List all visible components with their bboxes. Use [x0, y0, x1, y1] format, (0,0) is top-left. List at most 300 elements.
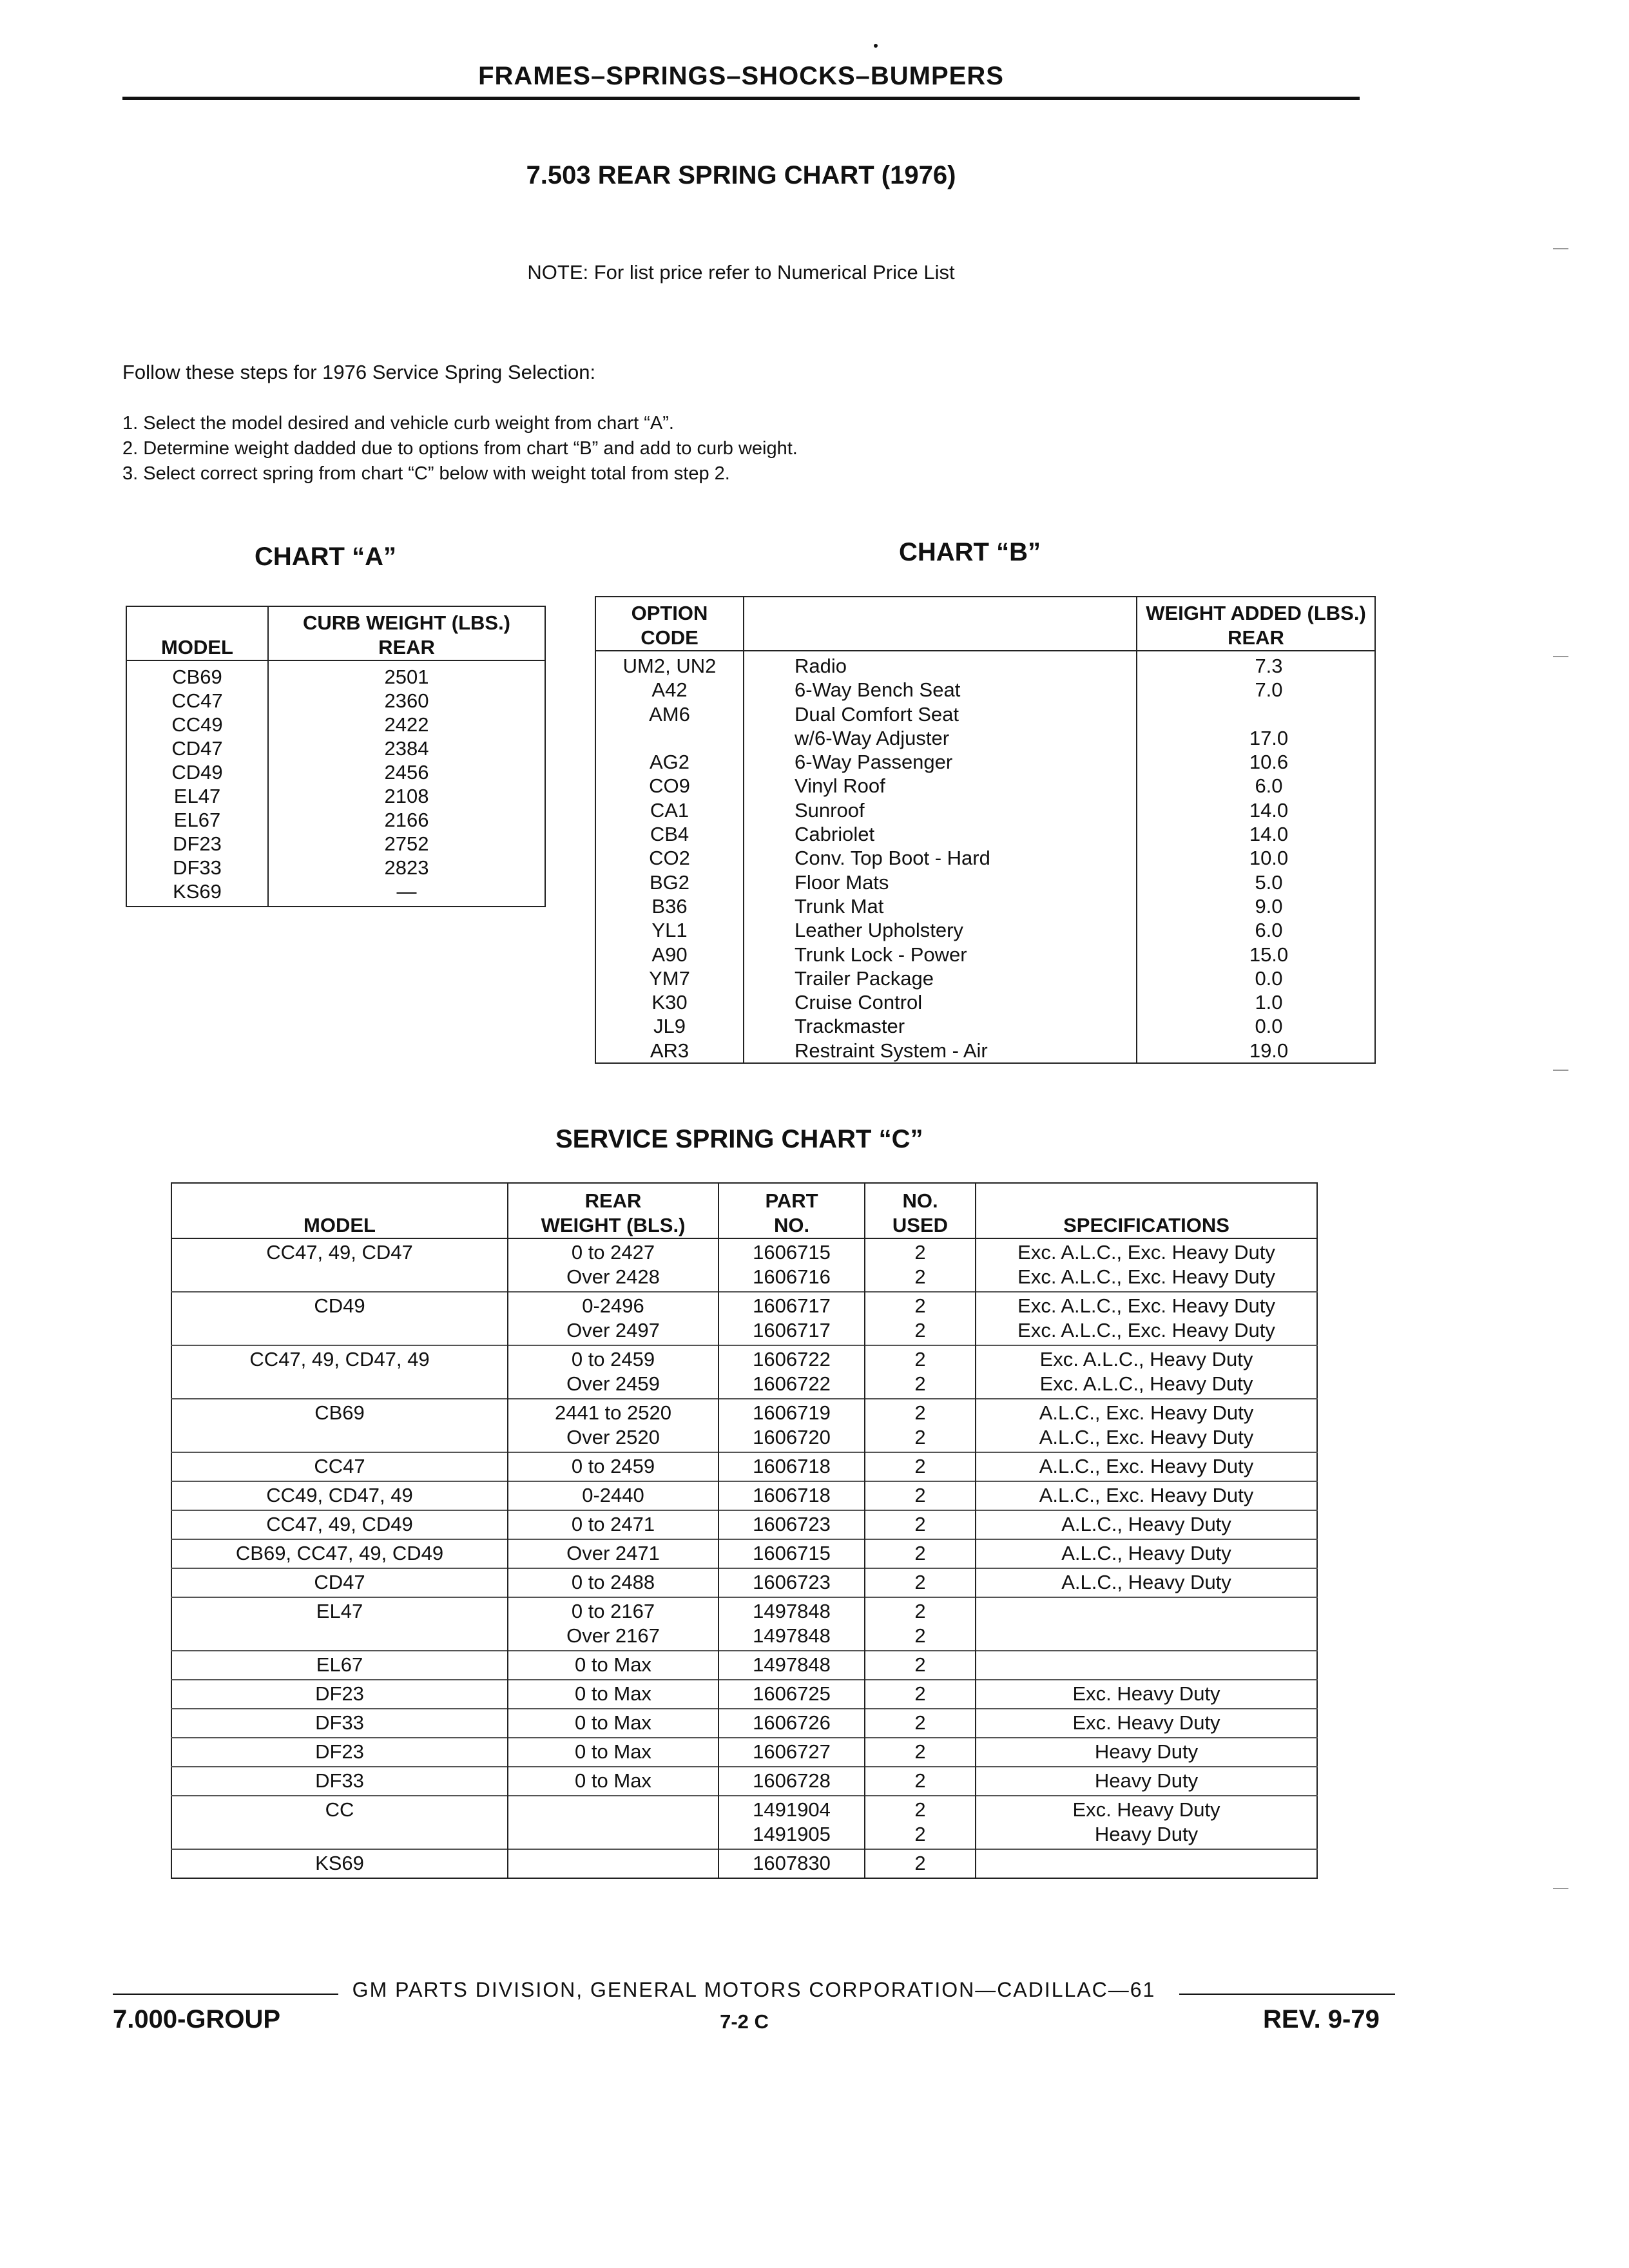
chart-b-row — [595, 702, 1375, 726]
chart-c-model-cell: CB69 — [171, 1399, 508, 1452]
chart-a-rear-label: REAR — [378, 636, 435, 658]
chart-c-part-cell: 1606716 — [753, 1265, 831, 1288]
chart-b-row — [595, 870, 1375, 894]
price-note: NOTE: For list price refer to Numerical Price List — [527, 261, 955, 284]
chart-c-part-cell: 1606718 — [753, 1455, 831, 1477]
chart-c-spec-cell-group — [976, 1539, 1317, 1568]
chart-c-used-cell-group — [865, 1399, 976, 1452]
chart-a-model-cell: CC47 — [126, 689, 268, 713]
chart-c-weight-cell: Over 2497 — [566, 1319, 660, 1341]
chart-c-row — [171, 1849, 1317, 1878]
chart-c-used-cell: 2 — [914, 1711, 926, 1734]
chart-a-weight-cell: 2360 — [384, 689, 429, 712]
chart-c-spec-cell: Exc. A.L.C., Exc. Heavy Duty — [1017, 1319, 1275, 1341]
chart-c-used-cell: 2 — [914, 1484, 926, 1506]
chart-c-part-cell-group — [718, 1796, 865, 1849]
chart-b-desc-cell: 6-Way Bench Seat — [744, 678, 1137, 702]
chart-c-used-cell: 2 — [914, 1348, 926, 1370]
chart-c-spec-cell: Heavy Duty — [1094, 1769, 1199, 1792]
chart-c-weight-cell: 0-2496 — [582, 1294, 644, 1317]
chart-a-label: CHART “A” — [255, 543, 396, 571]
chart-c-used-cell-group — [865, 1292, 976, 1345]
chart-b-row — [595, 943, 1375, 966]
chart-c-model-cell: DF33 — [171, 1709, 508, 1738]
chart-c-model-cell: EL47 — [171, 1597, 508, 1651]
chart-b-code-cell: UM2, UN2 — [595, 651, 744, 678]
chart-c-used-cell: 2 — [914, 1542, 926, 1564]
chart-a-row — [126, 808, 545, 832]
chart-b-row — [595, 774, 1375, 798]
chart-c-row — [171, 1292, 1317, 1345]
chart-c-spec-cell: Exc. Heavy Duty — [1072, 1682, 1220, 1705]
chart-c-row — [171, 1399, 1317, 1452]
chart-a-weight-cell: 2166 — [384, 809, 429, 831]
chart-c-used-cell-group — [865, 1539, 976, 1568]
chart-a-weight-header — [268, 606, 545, 660]
chart-a-weight-cell: 2456 — [384, 761, 429, 783]
chart-b-code-cell: CO2 — [595, 846, 744, 870]
chart-c-used-cell-group — [865, 1597, 976, 1651]
chart-c-part-cell: 1497848 — [753, 1653, 831, 1676]
chart-c-spec-cell: Exc. A.L.C., Heavy Duty — [1039, 1348, 1253, 1370]
chart-b-row — [595, 894, 1375, 918]
chart-c-used-cell-group — [865, 1767, 976, 1796]
intro-text: Follow these steps for 1976 Service Spring Selection: — [122, 361, 596, 383]
chart-a-model-cell: KS69 — [126, 879, 268, 907]
chart-c-used-cell: 2 — [914, 1294, 926, 1317]
footer-group: 7.000-GROUP — [113, 2005, 281, 2033]
chart-a-weight-cell: 2823 — [384, 856, 429, 879]
chart-c-row — [171, 1597, 1317, 1651]
chart-a-row — [126, 736, 545, 760]
chart-c-part-cell-group — [718, 1568, 865, 1597]
chart-c-model-cell: DF33 — [171, 1767, 508, 1796]
chart-c-model-cell: CD49 — [171, 1292, 508, 1345]
chart-a-model-cell: CD47 — [126, 736, 268, 760]
footer-division: GM PARTS DIVISION, GENERAL MOTORS CORPORATION—CADILLAC—61 — [352, 1978, 1156, 2001]
chart-c-weight-cell-group — [508, 1767, 718, 1796]
chart-c-used-cell-group — [865, 1568, 976, 1597]
chart-b-row — [595, 918, 1375, 942]
chart-b-code-cell — [595, 726, 744, 750]
chart-c-weight-cell: 0 to 2471 — [571, 1513, 655, 1535]
chart-c-used-cell-group — [865, 1510, 976, 1539]
chart-c-used-cell: 2 — [914, 1513, 926, 1535]
chart-c-used-cell: 2 — [914, 1265, 926, 1288]
chart-c-spec-cell — [976, 1599, 1316, 1624]
chart-c-used-cell: 2 — [914, 1740, 926, 1763]
chart-c-used-cell-group — [865, 1651, 976, 1680]
chart-c-no-top-label: NO. — [902, 1189, 938, 1212]
chart-c-spec-cell-group — [976, 1709, 1317, 1738]
chart-b-desc-cell: Leather Upholstery — [744, 918, 1137, 942]
chart-c-used-cell: 2 — [914, 1319, 926, 1341]
chart-c-part-cell-group — [718, 1510, 865, 1539]
chart-c-part-cell: 1606728 — [753, 1769, 831, 1792]
chart-c-row — [171, 1238, 1317, 1292]
chart-c-weight-cell: 0 to 2427 — [571, 1241, 655, 1264]
chart-b-row — [595, 678, 1375, 702]
steps-list — [122, 411, 798, 486]
chart-b-weight-cell: 6.0 — [1255, 774, 1283, 798]
chart-b-code-cell: BG2 — [595, 870, 744, 894]
footer-revision: REV. 9-79 — [1263, 2005, 1380, 2033]
chart-a-row — [126, 689, 545, 713]
chart-b-rear-label: REAR — [1228, 626, 1284, 649]
chart-c-model-cell: CC49, CD47, 49 — [171, 1481, 508, 1510]
chart-b-weight-cell: 10.6 — [1249, 751, 1289, 774]
chart-a-row — [126, 660, 545, 689]
chart-c-weight-cell-group — [508, 1651, 718, 1680]
chart-b-code-cell: K30 — [595, 990, 744, 1014]
chart-c-weight-cell-group — [508, 1510, 718, 1539]
chart-c-row — [171, 1738, 1317, 1767]
chart-c-used-label: USED — [892, 1214, 949, 1236]
chart-c-spec-cell: Heavy Duty — [1094, 1823, 1199, 1845]
chart-c-weight-header — [508, 1183, 718, 1238]
chart-a-model-cell: DF33 — [126, 856, 268, 879]
chart-c-part-cell: 1606727 — [753, 1740, 831, 1763]
chart-c-row — [171, 1796, 1317, 1849]
chart-c-part-cell: 1491905 — [753, 1823, 831, 1845]
chart-c-part-cell: 1606715 — [753, 1542, 831, 1564]
chart-b-weight-cell: 0.0 — [1255, 966, 1283, 990]
chart-c-row — [171, 1510, 1317, 1539]
chart-c-row — [171, 1568, 1317, 1597]
chart-c-model-cell: CC47 — [171, 1452, 508, 1481]
chart-c-used-cell-group — [865, 1796, 976, 1849]
chart-c-weight-cell: Over 2428 — [566, 1265, 660, 1288]
step-item: 3. Select correct spring from chart “C” below with weight total from step 2. — [122, 463, 730, 484]
chart-a-row — [126, 784, 545, 808]
chart-c-spec-cell-group — [976, 1292, 1317, 1345]
chart-c-used-header — [865, 1183, 976, 1238]
chart-c-part-cell-group — [718, 1292, 865, 1345]
chart-c-spec-cell: A.L.C., Exc. Heavy Duty — [1039, 1484, 1254, 1506]
chart-c-part-cell: 1491904 — [753, 1798, 831, 1821]
chart-b-weight-cell: 0.0 — [1255, 1015, 1283, 1038]
chart-c-weight-cell: Over 2471 — [566, 1542, 660, 1564]
header-dot — [874, 44, 878, 48]
chart-c-weight-cell-group — [508, 1709, 718, 1738]
chart-b-weight-header — [1137, 597, 1375, 651]
chart-c-used-cell: 2 — [914, 1798, 926, 1821]
chart-b-code-label: CODE — [641, 626, 699, 649]
margin-mark — [1553, 1888, 1568, 1889]
chart-b-row — [595, 966, 1375, 990]
chart-c-model-cell: KS69 — [171, 1849, 508, 1878]
chart-c-part-cell: 1606722 — [753, 1348, 831, 1370]
chart-c-model-header — [171, 1183, 508, 1238]
chart-c-used-cell: 2 — [914, 1571, 926, 1593]
chart-b-desc-cell: Radio — [744, 651, 1137, 678]
chart-a-weight-cell: 2108 — [384, 785, 429, 807]
chart-c-spec-cell — [976, 1624, 1316, 1648]
chart-c-used-cell: 2 — [914, 1401, 926, 1424]
chart-c-weight-label: WEIGHT (BLS.) — [541, 1214, 686, 1236]
chart-b-code-cell: AR3 — [595, 1039, 744, 1063]
chart-c-spec-cell-group — [976, 1849, 1317, 1878]
chart-b-code-cell: CO9 — [595, 774, 744, 798]
chart-c-model-cell: EL67 — [171, 1651, 508, 1680]
chart-c-weight-cell: 0 to 2459 — [571, 1455, 655, 1477]
chart-b-label: CHART “B” — [899, 538, 1041, 566]
chart-c-weight-cell: 2441 to 2520 — [554, 1401, 671, 1424]
chart-c-spec-cell: A.L.C., Exc. Heavy Duty — [1039, 1455, 1254, 1477]
chart-c-spec-cell: Exc. Heavy Duty — [1072, 1798, 1220, 1821]
chart-c-part-cell-group — [718, 1452, 865, 1481]
chart-c-label: SERVICE SPRING CHART “C” — [555, 1125, 923, 1153]
page-title: 7.503 REAR SPRING CHART (1976) — [526, 161, 956, 189]
chart-a-row — [126, 713, 545, 736]
chart-c-weight-cell: 0 to Max — [575, 1682, 651, 1705]
chart-b-weight-cell: 17.0 — [1249, 726, 1289, 749]
chart-b-option-label: OPTION — [631, 602, 708, 624]
chart-b-code-cell: YL1 — [595, 918, 744, 942]
chart-c-spec-cell: Exc. A.L.C., Exc. Heavy Duty — [1017, 1265, 1275, 1288]
chart-b-weight-cell: 14.0 — [1249, 823, 1289, 846]
chart-c-weight-cell-group — [508, 1597, 718, 1651]
chart-c-spec-cell: Exc. A.L.C., Exc. Heavy Duty — [1017, 1241, 1275, 1264]
chart-c-weight-cell-group — [508, 1796, 718, 1849]
chart-c-spec-cell-group — [976, 1597, 1317, 1651]
chart-c-used-cell: 2 — [914, 1852, 926, 1874]
chart-c-used-cell-group — [865, 1849, 976, 1878]
chart-c-weight-cell — [508, 1822, 718, 1847]
chart-a-weight-cell: 2384 — [384, 737, 429, 760]
chart-b-desc-cell: Trackmaster — [744, 1014, 1137, 1038]
chart-c-spec-cell: Heavy Duty — [1094, 1740, 1199, 1763]
chart-c-used-cell: 2 — [914, 1682, 926, 1705]
chart-b-row — [595, 822, 1375, 846]
chart-c-spec-cell: A.L.C., Heavy Duty — [1061, 1571, 1231, 1593]
footer-page-number: 7-2 C — [720, 2010, 769, 2033]
chart-c-model-cell: CC47, 49, CD47 — [171, 1238, 508, 1292]
chart-c-weight-cell-group — [508, 1680, 718, 1709]
chart-a-model-cell: CC49 — [126, 713, 268, 736]
chart-c-spec-cell-group — [976, 1510, 1317, 1539]
chart-c-weight-cell-group — [508, 1539, 718, 1568]
chart-b-desc-cell: w/6-Way Adjuster — [744, 726, 1137, 750]
chart-b-weight-cell: 14.0 — [1249, 798, 1289, 822]
chart-b-code-cell: CA1 — [595, 798, 744, 822]
chart-c-used-cell: 2 — [914, 1241, 926, 1264]
chart-b-row — [595, 726, 1375, 750]
chart-c-weight-cell: 0 to Max — [575, 1653, 651, 1676]
chart-c-specs-header — [976, 1183, 1317, 1238]
chart-c-used-cell: 2 — [914, 1372, 926, 1395]
chart-c-part-cell: 1606719 — [753, 1401, 831, 1424]
chart-c-part-cell: 1606718 — [753, 1484, 831, 1506]
chart-c-part-cell: 1606725 — [753, 1682, 831, 1705]
chart-b-desc-cell: Floor Mats — [744, 870, 1137, 894]
chart-b-code-cell: YM7 — [595, 966, 744, 990]
chart-a-model-header-label: MODEL — [161, 636, 233, 658]
chart-a-weight-cell: — — [396, 880, 417, 903]
chart-c-used-cell-group — [865, 1709, 976, 1738]
chart-c-weight-cell: 0 to Max — [575, 1711, 651, 1734]
margin-mark — [1553, 1070, 1568, 1071]
chart-c-part-cell-group — [718, 1345, 865, 1399]
chart-b-code-cell: AM6 — [595, 702, 744, 726]
header-rule — [122, 97, 1360, 100]
chart-c-weight-cell-group — [508, 1399, 718, 1452]
chart-c-part-cell-group — [718, 1651, 865, 1680]
chart-c-model-label: MODEL — [304, 1214, 376, 1236]
chart-c-model-cell: DF23 — [171, 1680, 508, 1709]
chart-c-weight-cell-group — [508, 1568, 718, 1597]
margin-mark — [1553, 656, 1568, 657]
chart-c-model-cell: CC — [171, 1796, 508, 1849]
chart-c-specs-label: SPECIFICATIONS — [1063, 1214, 1229, 1236]
chart-c-part-cell-group — [718, 1738, 865, 1767]
chart-b-weight-cell: 19.0 — [1249, 1039, 1289, 1062]
chart-a-row — [126, 856, 545, 879]
chart-c-used-cell: 2 — [914, 1426, 926, 1448]
chart-b-weight-added-label: WEIGHT ADDED (LBS.) — [1146, 602, 1366, 624]
chart-b-weight-cell: 7.3 — [1255, 655, 1283, 677]
chart-c-used-cell: 2 — [914, 1653, 926, 1676]
chart-b-weight-cell: 6.0 — [1255, 919, 1283, 942]
chart-b-weight-cell: 5.0 — [1255, 870, 1283, 894]
chart-c-spec-cell-group — [976, 1238, 1317, 1292]
chart-c-row — [171, 1539, 1317, 1568]
chart-c-part-cell-group — [718, 1767, 865, 1796]
chart-c-spec-cell: Exc. Heavy Duty — [1072, 1711, 1220, 1734]
chart-c-used-cell-group — [865, 1680, 976, 1709]
chart-c-row — [171, 1345, 1317, 1399]
chart-c-spec-cell: Exc. A.L.C., Heavy Duty — [1039, 1372, 1253, 1395]
chart-c-spec-cell-group — [976, 1345, 1317, 1399]
chart-c-part-cell: 1606717 — [753, 1319, 831, 1341]
chart-b-row — [595, 750, 1375, 774]
chart-c-weight-cell: 0 to Max — [575, 1740, 651, 1763]
chart-c-part-cell-group — [718, 1238, 865, 1292]
chart-b-row — [595, 990, 1375, 1014]
chart-b-code-header — [595, 597, 744, 651]
chart-b-desc-cell: Trunk Lock - Power — [744, 943, 1137, 966]
chart-b-weight-cell: 10.0 — [1249, 847, 1289, 870]
chart-b-desc-cell: 6-Way Passenger — [744, 750, 1137, 774]
chart-c-weight-cell-group — [508, 1452, 718, 1481]
chart-c-part-header — [718, 1183, 865, 1238]
chart-a-row — [126, 832, 545, 856]
chart-c-spec-cell — [976, 1653, 1316, 1677]
chart-c-part-cell-group — [718, 1597, 865, 1651]
chart-c-weight-cell-group — [508, 1849, 718, 1878]
chart-c-part-cell-group — [718, 1481, 865, 1510]
chart-c-no-label: NO. — [773, 1214, 810, 1236]
chart-c-used-cell-group — [865, 1238, 976, 1292]
chart-c-spec-cell-group — [976, 1680, 1317, 1709]
chart-c-weight-cell: 0 to 2459 — [571, 1348, 655, 1370]
chart-a-body — [126, 660, 545, 907]
chart-c-part-cell-group — [718, 1849, 865, 1878]
chart-c-part-cell: 1606722 — [753, 1372, 831, 1395]
chart-c-used-cell: 2 — [914, 1600, 926, 1622]
chart-c-used-cell: 2 — [914, 1624, 926, 1647]
chart-c-weight-cell: Over 2520 — [566, 1426, 660, 1448]
chart-b-desc-cell: Cruise Control — [744, 990, 1137, 1014]
chart-a-model-cell: EL47 — [126, 784, 268, 808]
chart-a-model-cell: EL67 — [126, 808, 268, 832]
chart-b-desc-cell: Vinyl Roof — [744, 774, 1137, 798]
chart-b-row — [595, 1039, 1375, 1063]
chart-b-row — [595, 651, 1375, 678]
chart-a-table — [126, 606, 546, 907]
chart-b-desc-cell: Cabriolet — [744, 822, 1137, 846]
chart-b-code-cell: JL9 — [595, 1014, 744, 1038]
chart-c-spec-cell-group — [976, 1651, 1317, 1680]
chart-c-part-cell-group — [718, 1680, 865, 1709]
chart-b-table — [595, 596, 1376, 1064]
step-item: 1. Select the model desired and vehicle curb weight from chart “A”. — [122, 413, 674, 434]
chart-c-part-cell: 1497848 — [753, 1624, 831, 1647]
chart-a-model-cell: DF23 — [126, 832, 268, 856]
chart-c-spec-cell-group — [976, 1568, 1317, 1597]
chart-c-part-cell: 1606720 — [753, 1426, 831, 1448]
chart-c-used-cell: 2 — [914, 1823, 926, 1845]
chart-b-code-cell: A42 — [595, 678, 744, 702]
chart-c-model-cell: CC47, 49, CD49 — [171, 1510, 508, 1539]
chart-b-desc-cell: Restraint System - Air — [744, 1039, 1137, 1063]
chart-c-part-cell: 1606723 — [753, 1513, 831, 1535]
chart-b-weight-cell: 1.0 — [1255, 991, 1283, 1014]
chart-c-row — [171, 1709, 1317, 1738]
chart-c-model-cell: DF23 — [171, 1738, 508, 1767]
chart-a-row — [126, 760, 545, 784]
chart-c-part-cell-group — [718, 1709, 865, 1738]
chart-c-used-cell-group — [865, 1481, 976, 1510]
chart-c-weight-cell-group — [508, 1292, 718, 1345]
chart-c-spec-cell: A.L.C., Heavy Duty — [1061, 1513, 1231, 1535]
chart-c-spec-cell: A.L.C., Exc. Heavy Duty — [1039, 1401, 1254, 1424]
chart-b-weight-cell — [1137, 702, 1375, 726]
chart-c-used-cell: 2 — [914, 1769, 926, 1792]
chart-c-row — [171, 1767, 1317, 1796]
chart-c-weight-cell-group — [508, 1238, 718, 1292]
chart-c-weight-cell: Over 2459 — [566, 1372, 660, 1395]
chart-c-spec-cell: Exc. A.L.C., Exc. Heavy Duty — [1017, 1294, 1275, 1317]
chart-c-row — [171, 1651, 1317, 1680]
chart-c-weight-cell-group — [508, 1481, 718, 1510]
chart-c-weight-cell: 0-2440 — [582, 1484, 644, 1506]
chart-c-part-cell: 1606717 — [753, 1294, 831, 1317]
chart-c-spec-cell-group — [976, 1738, 1317, 1767]
chart-c-part-cell-group — [718, 1539, 865, 1568]
chart-b-weight-cell: 9.0 — [1255, 894, 1283, 918]
chart-b-desc-cell: Sunroof — [744, 798, 1137, 822]
chart-b-row — [595, 846, 1375, 870]
chart-a-weight-cell: 2752 — [384, 832, 429, 855]
chart-c-row — [171, 1680, 1317, 1709]
chart-b-desc-cell: Trailer Package — [744, 966, 1137, 990]
chart-a-model-header — [126, 606, 268, 660]
chart-c-weight-cell: Over 2167 — [566, 1624, 660, 1647]
chart-a-row — [126, 879, 545, 907]
chart-c-spec-cell-group — [976, 1767, 1317, 1796]
chart-a-model-cell: CD49 — [126, 760, 268, 784]
chart-b-code-cell: B36 — [595, 894, 744, 918]
chart-b-body — [595, 651, 1375, 1063]
chart-c-weight-cell: 0 to Max — [575, 1769, 651, 1792]
chart-b-code-cell: AG2 — [595, 750, 744, 774]
chart-a-weight-cell: 2501 — [384, 666, 429, 688]
section-title: FRAMES–SPRINGS–SHOCKS–BUMPERS — [478, 62, 1004, 90]
chart-c-spec-cell — [976, 1851, 1316, 1876]
step-item: 2. Determine weight dadded due to options from chart “B” and add to curb weight. — [122, 438, 798, 459]
chart-c-used-cell: 2 — [914, 1455, 926, 1477]
